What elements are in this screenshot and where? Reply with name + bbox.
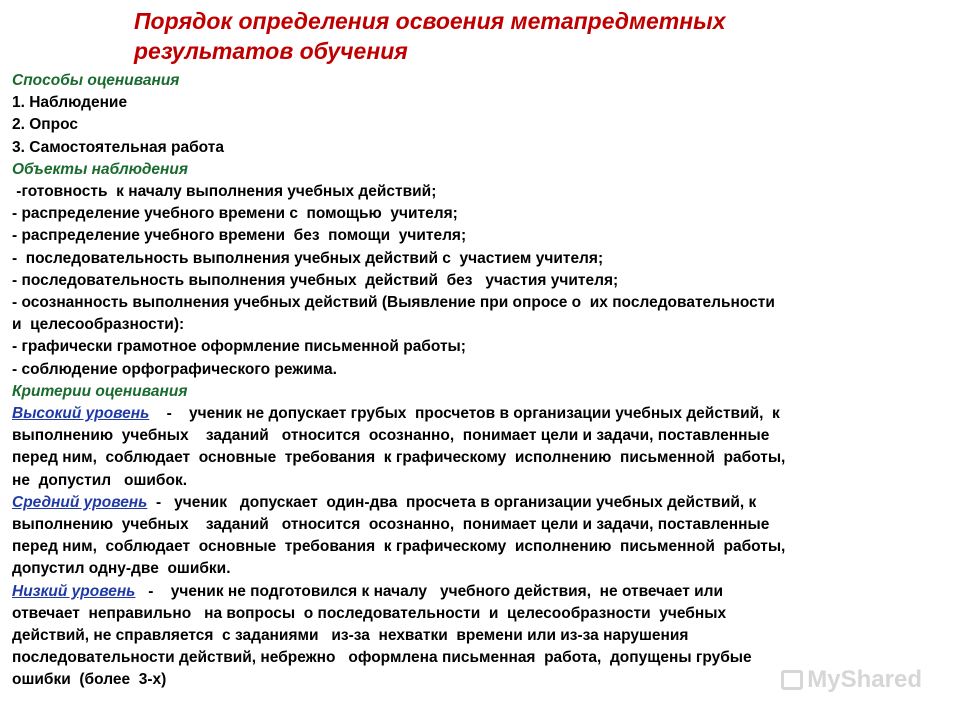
methods-heading: Способы оценивания [12, 72, 180, 89]
document-body [12, 70, 952, 692]
medium-level-text: - ученик допускает один-два просчета в организации учебных действий, к [147, 493, 757, 511]
high-level-text: - ученик не допускает грубых просчетов в организации учебных действий, к [149, 405, 780, 423]
medium-level-line: допустил одну-две ошибки. [12, 560, 231, 578]
watermark [781, 666, 922, 694]
object-item: и целесообразности): [12, 316, 185, 334]
object-item: - последовательность выполнения учебных действий без участия учителя; [12, 271, 619, 289]
high-level-line: перед ним, соблюдает основные требования к графическому исполнению письменной работы, [12, 449, 786, 467]
object-item: - последовательность выполнения учебных действий с участием учителя; [12, 249, 604, 267]
medium-level-line: выполнению учебных заданий относится осознанно, понимает цели и задачи, поставленные [12, 516, 770, 534]
object-item: - соблюдение орфографического режима. [12, 360, 337, 378]
low-level-line: действий, не справляется с заданиями из-за нехватки времени или из-за нарушения [12, 627, 689, 645]
low-level-text: - ученик не подготовился к началу учебного действия, не отвечает или [135, 582, 724, 600]
high-level-line: выполнению учебных заданий относится осознанно, понимает цели и задачи, поставленные [12, 427, 770, 445]
title-line-1: Порядок определения освоения метапредметных [134, 8, 726, 34]
high-level-line: не допустил ошибок. [12, 471, 188, 489]
watermark-logo-icon [781, 670, 803, 690]
medium-level-first-line [12, 492, 952, 514]
low-level-line: ошибки (более 3-х) [12, 671, 167, 689]
title-line-2: результатов обучения [134, 38, 408, 64]
method-item: 1. Наблюдение [12, 94, 128, 112]
object-item: - распределение учебного времени с помощью учителя; [12, 205, 458, 223]
object-item: -готовность к началу выполнения учебных действий; [12, 183, 437, 201]
low-level-first-line [12, 581, 952, 603]
method-item: 3. Самостоятельная работа [12, 138, 224, 156]
watermark-text: MyShared [807, 666, 922, 693]
criteria-heading: Критерии оценивания [12, 382, 188, 400]
object-item: - осознанность выполнения учебных действий (Выявление при опросе о их последовательности [12, 294, 775, 312]
low-level-line: последовательности действий, небрежно оформлена письменная работа, допущены грубые [12, 649, 752, 667]
objects-heading: Объекты наблюдения [12, 160, 189, 178]
medium-level-line: перед ним, соблюдает основные требования к графическому исполнению письменной работы, [12, 538, 786, 556]
object-item: - графически грамотное оформление письменной работы; [12, 338, 466, 356]
low-level-line: отвечает неправильно на вопросы о последовательности и целесообразности учебных [12, 604, 727, 622]
high-level-first-line [12, 403, 952, 425]
method-item: 2. Опрос [12, 116, 79, 134]
object-item: - распределение учебного времени без помощи учителя; [12, 227, 467, 245]
medium-level-label: Средний уровень [12, 493, 148, 511]
high-level-label: Высокий уровень [12, 405, 150, 423]
page-title [134, 6, 934, 66]
low-level-label: Низкий уровень [12, 582, 136, 600]
